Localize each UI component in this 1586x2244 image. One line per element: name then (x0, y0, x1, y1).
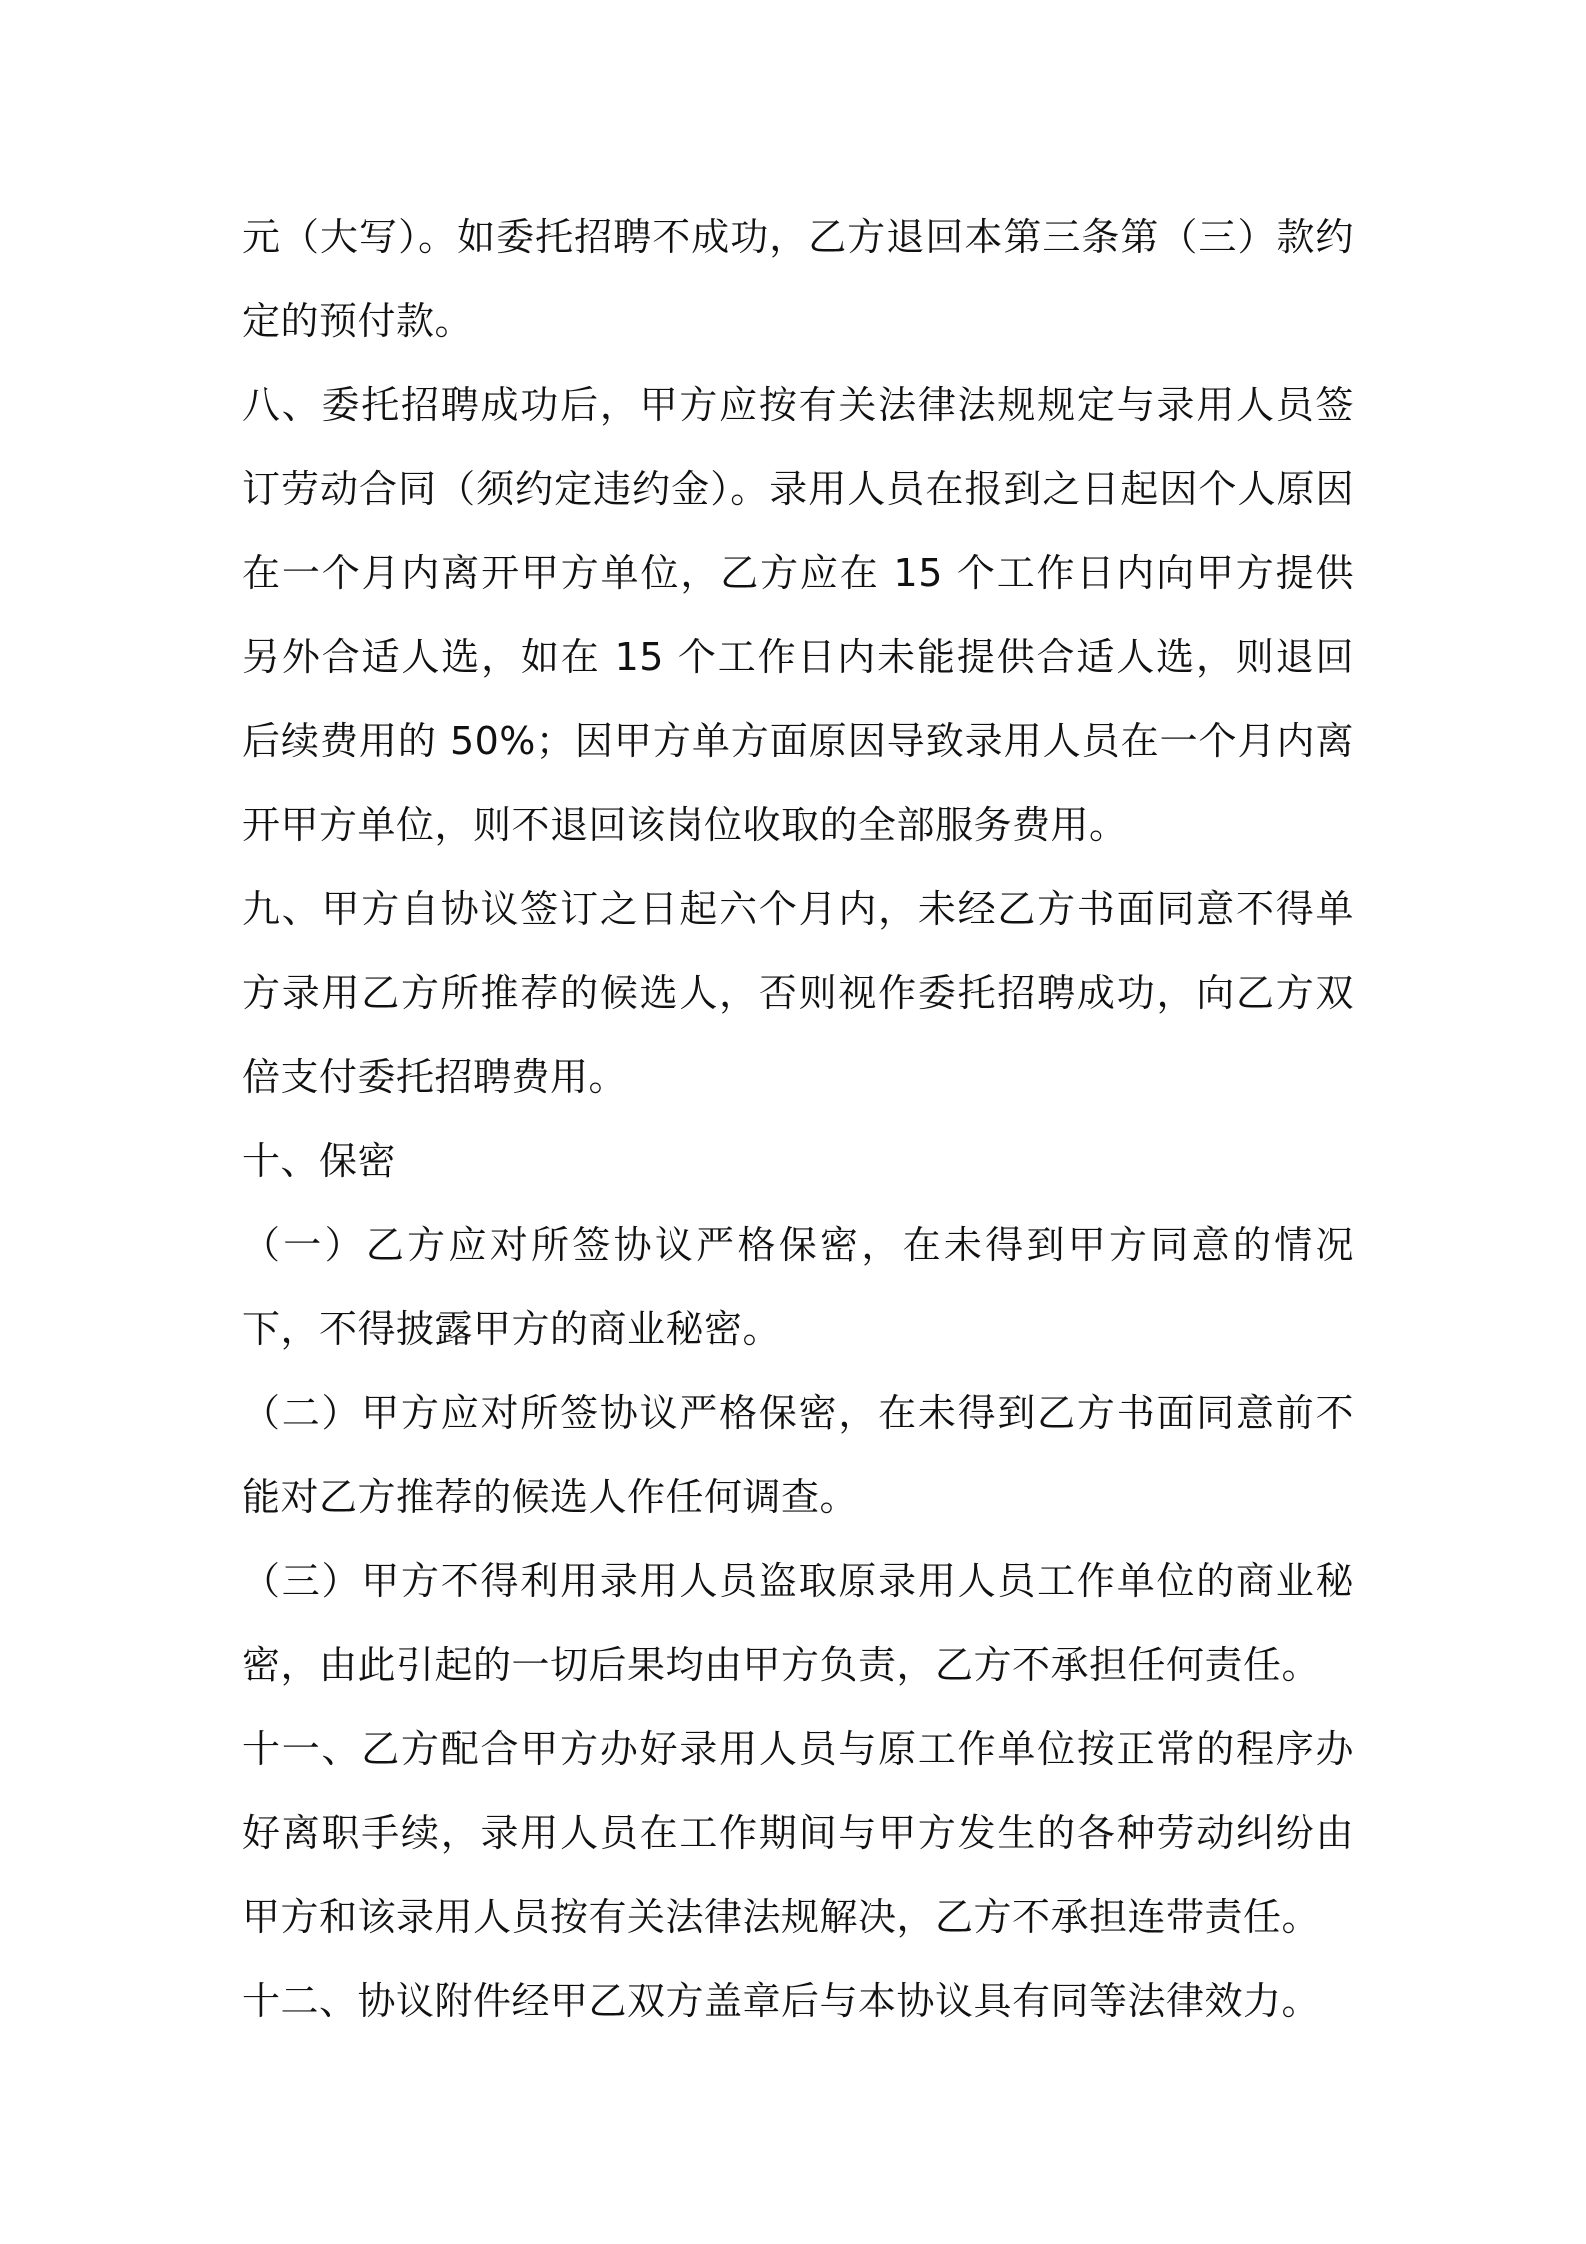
clause-10-item-1: （一）乙方应对所签协议严格保密，在未得到甲方同意的情况下，不得披露甲方的商业秘密。 (242, 1223, 1354, 1351)
document-page (242, 195, 1354, 2043)
paragraph-payment-refund: 元（大写）。如委托招聘不成功，乙方退回本第三条第（三）款约定的预付款。 (242, 215, 1354, 343)
clause-11-resignation: 十一、乙方配合甲方办好录用人员与原工作单位按正常的程序办好离职手续，录用人员在工作期间与甲方发生的各种劳动纠纷由甲方和该录用人员按有关法律法规解决，乙方不承担连带责任。 (242, 1727, 1354, 1939)
clause-10-heading-confidentiality: 十、保密 (242, 1139, 397, 1183)
clause-10-item-3: （三）甲方不得利用录用人员盗取原录用人员工作单位的商业秘密，由此引起的一切后果均由甲方负责，乙方不承担任何责任。 (242, 1559, 1354, 1687)
clause-9-candidate-hiring: 九、甲方自协议签订之日起六个月内，未经乙方书面同意不得单方录用乙方所推荐的候选人，否则视作委托招聘成功，向乙方双倍支付委托招聘费用。 (242, 887, 1354, 1099)
clause-8-labor-contract: 八、委托招聘成功后，甲方应按有关法律法规规定与录用人员签订劳动合同（须约定违约金）。录用人员在报到之日起因个人原因在一个月内离开甲方单位，乙方应在 15 个工作日内向甲方提供另外合适人选，如在 15 个工作日内未能提供合适人选，则退回后续费用的 50%；因甲方单方面原因导致录用人员在一个月内离开甲方单位，则不退回该岗位收取的全部服务费用。 (242, 383, 1354, 847)
clause-12-attachments: 十二、协议附件经甲乙双方盖章后与本协议具有同等法律效力。 (242, 1979, 1321, 2023)
clause-10-item-2: （二）甲方应对所签协议严格保密，在未得到乙方书面同意前不能对乙方推荐的候选人作任何调查。 (242, 1391, 1354, 1519)
